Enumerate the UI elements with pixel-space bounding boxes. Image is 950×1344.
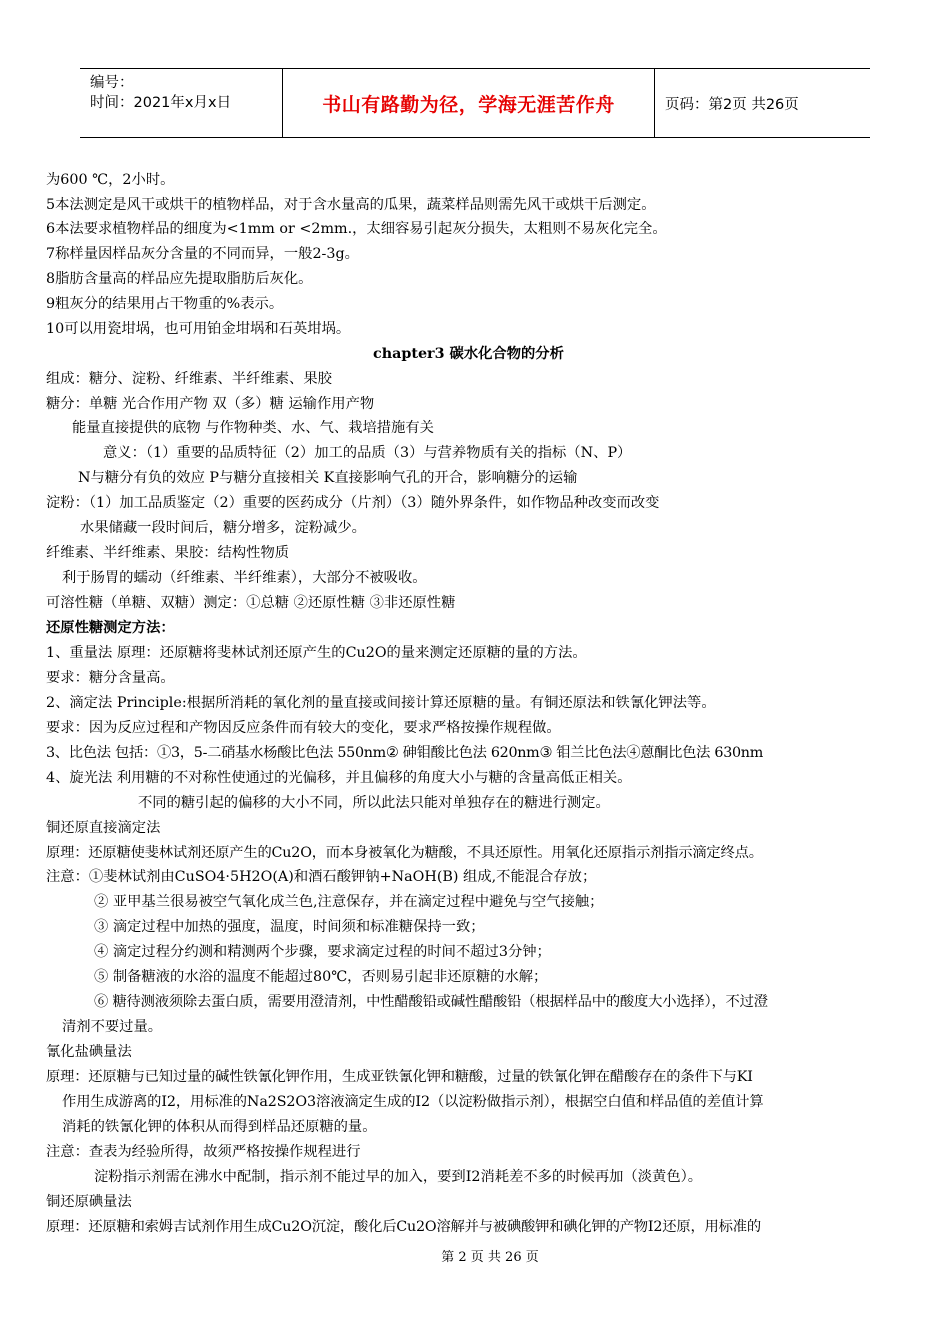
section-subheading: 铜还原碘量法 <box>46 1194 132 1210</box>
text-line: 纤维素、半纤维素、果胶：结构性物质 <box>46 545 290 561</box>
text-line: 5本法测定是风干或烘干的植物样品，对于含水量高的瓜果，蔬菜样品则需先风干或烘干后测定。 <box>46 197 656 213</box>
text-line: ⑥ 糖待测液须除去蛋白质，需要用澄清剂，中性醋酸铅或碱性醋酸铅（根据样品中的酸度大小选择），不过澄 <box>94 994 768 1010</box>
text-line: 6本法要求植物样品的细度为<1mm or <2mm.，太细容易引起灰分损失，太粗则不易灰化完全。 <box>46 221 667 237</box>
header-meta <box>80 69 283 137</box>
text-line: 可溶性糖（单糖、双糖）测定：①总糖 ②还原性糖 ③非还原性糖 <box>46 595 456 611</box>
text-line: 8脂肪含量高的样品应先提取脂肪后灰化。 <box>46 271 313 287</box>
text-line: 淀粉指示剂需在沸水中配制，指示剂不能过早的加入，要到I2消耗差不多的时候再加（淡黄色）。 <box>94 1169 703 1185</box>
header-time-label: 时间：2021年x月x日 <box>90 95 232 111</box>
header-number-label: 编号： <box>90 75 134 91</box>
text-line: ② 亚甲基兰很易被空气氧化成兰色,注意保存，并在滴定过程中避免与空气接触； <box>94 894 604 910</box>
text-line: 原理：还原糖使斐林试剂还原产生的Cu2O，而本身被氧化为糖酸，不具还原性。用氧化还原指示剂指示滴定终点。 <box>46 845 763 861</box>
text-line: 清剂不要过量。 <box>62 1019 163 1035</box>
text-line: 水果储藏一段时间后，糖分增多，淀粉减少。 <box>80 520 366 536</box>
text-line: 意义：（1）重要的品质特征（2）加工的品质（3）与营养物质有关的指标（N、P） <box>103 445 632 461</box>
text-line: 要求：糖分含量高。 <box>46 670 175 686</box>
text-line: 1、重量法 原理：还原糖将斐林试剂还原产生的Cu2O的量来测定还原糖的量的方法。 <box>46 645 587 661</box>
text-line: 注意：①斐林试剂由CuSO4·5H2O(A)和酒石酸钾钠+NaOH(B) 组成,不能混合存放； <box>46 869 597 885</box>
text-line: 为600 ℃，2小时。 <box>46 172 175 188</box>
text-line: 注意：查表为经验所得，故须严格按操作规程进行 <box>46 1144 361 1160</box>
section-subheading: 氰化盐碘量法 <box>46 1044 132 1060</box>
header-page-label: 页码：第2页 共26页 <box>665 96 799 113</box>
text-line: 10可以用瓷坩埚，也可用铂金坩埚和石英坩埚。 <box>46 321 351 337</box>
text-line: 组成：糖分、淀粉、纤维素、半纤维素、果胶 <box>46 371 332 387</box>
text-line: 3、比色法 包括：①3，5-二硝基水杨酸比色法 550nm② 砷钼酸比色法 620nm③ 钼兰比色法④蒽酮比色法 630nm <box>46 745 763 761</box>
section-subheading: 铜还原直接滴定法 <box>46 820 161 836</box>
page-footer: 第 2 页 共 26 页 <box>441 1250 539 1265</box>
text-line: 能量直接提供的底物 与作物种类、水、气、栽培措施有关 <box>72 420 434 436</box>
text-line: 原理：还原糖与已知过量的碱性铁氰化钾作用，生成亚铁氰化钾和糖酸，过量的铁氰化钾在醋酸存在的条件下与KI <box>46 1069 753 1085</box>
text-line: ③ 滴定过程中加热的强度，温度，时间须和标准糖保持一致； <box>94 919 485 935</box>
header-motto: 书山有路勤为径，学海无涯苦作舟 <box>283 69 655 137</box>
page-header <box>80 68 870 138</box>
text-line: 利于肠胃的蠕动（纤维素、半纤维素），大部分不被吸收。 <box>62 570 427 586</box>
text-line: 糖分：单糖 光合作用产物 双（多）糖 运输作用产物 <box>46 396 375 412</box>
chapter-title: chapter3 碳水化合物的分析 <box>373 346 564 362</box>
section-heading: 还原性糖测定方法： <box>46 620 175 636</box>
text-line: 淀粉：（1）加工品质鉴定（2）重要的医药成分（片剂）（3）随外界条件，如作物品种改变而改变 <box>46 495 660 511</box>
text-line: 作用生成游离的I2，用标准的Na2S2O3溶液滴定生成的I2（以淀粉做指示剂），根据空白值和样品值的差值计算 <box>62 1094 764 1110</box>
text-line: 原理：还原糖和索姆吉试剂作用生成Cu2O沉淀，酸化后Cu2O溶解并与被碘酸钾和碘化钾的产物I2还原，用标准的 <box>46 1219 761 1235</box>
text-line: 2、滴定法 Principle:根据所消耗的氧化剂的量直接或间接计算还原糖的量。有铜还原法和铁氰化钾法等。 <box>46 695 716 711</box>
text-line: 9粗灰分的结果用占干物重的%表示。 <box>46 296 284 312</box>
text-line: 要求：因为反应过程和产物因反应条件而有较大的变化，要求严格按操作规程做。 <box>46 720 561 736</box>
text-line: 不同的糖引起的偏移的大小不同，所以此法只能对单独存在的糖进行测定。 <box>138 795 610 811</box>
text-line: ⑤ 制备糖液的水浴的温度不能超过80℃，否则易引起非还原糖的水解； <box>94 969 548 985</box>
text-line: ④ 滴定过程分约测和精测两个步骤，要求滴定过程的时间不超过3分钟； <box>94 944 551 960</box>
text-line: 消耗的铁氰化钾的体积从而得到样品还原糖的量。 <box>62 1119 377 1135</box>
text-line: 4、旋光法 利用糖的不对称性使通过的光偏移，并且偏移的角度大小与糖的含量高低正相关。 <box>46 770 632 786</box>
text-line: 7称样量因样品灰分含量的不同而异，一般2-3g。 <box>46 246 359 262</box>
text-line: N与糖分有负的效应 P与糖分直接相关 K直接影响气孔的开合，影响糖分的运输 <box>78 470 578 486</box>
